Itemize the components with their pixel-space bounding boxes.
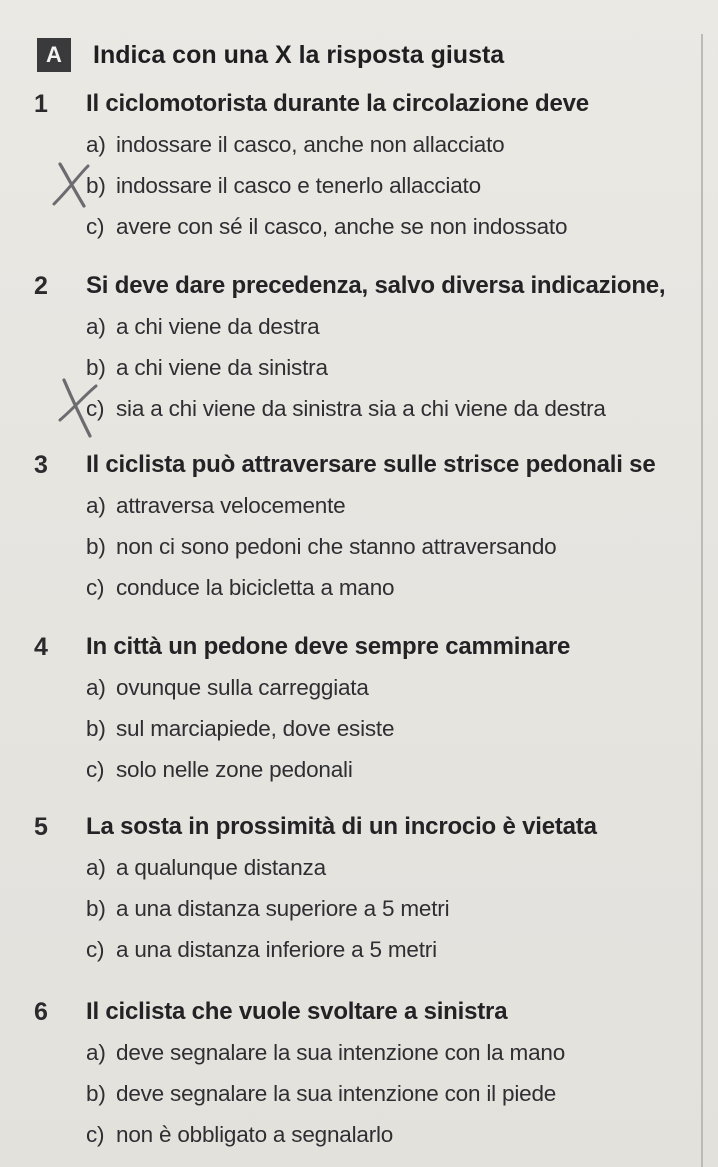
option-letter: c) — [86, 936, 105, 962]
section-badge: A — [37, 38, 71, 72]
option-text: ovunque sulla carreggiata — [116, 674, 369, 700]
option-letter: b) — [86, 1080, 106, 1106]
option-text: a qualunque distanza — [116, 854, 326, 880]
question-number: 2 — [34, 271, 48, 300]
question-text: La sosta in prossimità di un incrocio è vietata — [86, 813, 597, 840]
question-number: 6 — [34, 997, 48, 1026]
option-text: non è obbligato a segnalarlo — [116, 1121, 394, 1147]
question-text: Si deve dare precedenza, salvo diversa indicazione, — [86, 272, 666, 299]
option-letter: b) — [86, 715, 106, 741]
option-text: a una distanza inferiore a 5 metri — [116, 936, 437, 962]
answer-option-b[interactable] — [30, 708, 700, 749]
answer-option-c[interactable] — [30, 567, 700, 608]
answer-option-a[interactable] — [30, 124, 700, 165]
question-3 — [30, 445, 700, 608]
answer-option-c[interactable] — [30, 1114, 700, 1155]
option-letter: a) — [86, 492, 106, 518]
question-number: 1 — [34, 89, 48, 118]
answer-option-a[interactable] — [30, 306, 700, 347]
option-text: deve segnalare la sua intenzione con la mano — [116, 1039, 566, 1065]
question-text: Il ciclista può attraversare sulle strisce pedonali se — [86, 451, 656, 478]
answer-option-c[interactable] — [30, 388, 700, 429]
option-letter: c) — [86, 395, 105, 421]
option-text: indossare il casco, anche non allacciato — [116, 131, 505, 157]
option-letter: a) — [86, 674, 106, 700]
option-text: a una distanza superiore a 5 metri — [116, 895, 450, 921]
option-text: solo nelle zone pedonali — [116, 756, 353, 782]
question-line — [30, 84, 700, 124]
answer-option-b[interactable] — [30, 888, 700, 929]
question-line — [30, 445, 700, 485]
question-2 — [30, 266, 700, 429]
option-text: deve segnalare la sua intenzione con il piede — [116, 1080, 557, 1106]
question-line — [30, 807, 700, 847]
option-text: sia a chi viene da sinistra sia a chi viene da destra — [116, 395, 606, 421]
option-text: conduce la bicicletta a mano — [116, 574, 395, 600]
option-text: attraversa velocemente — [116, 492, 346, 518]
option-letter: c) — [86, 213, 105, 239]
option-text: indossare il casco e tenerlo allacciato — [116, 172, 481, 198]
option-text: sul marciapiede, dove esiste — [116, 715, 395, 741]
option-letter: a) — [86, 854, 106, 880]
option-letter: c) — [86, 756, 105, 782]
question-text: Il ciclomotorista durante la circolazione deve — [86, 90, 589, 117]
option-letter: c) — [86, 1121, 105, 1147]
option-letter: b) — [86, 533, 106, 559]
option-text: a chi viene da destra — [116, 313, 320, 339]
option-letter: b) — [86, 895, 106, 921]
option-text: non ci sono pedoni che stanno attraversando — [116, 533, 557, 559]
question-text: Il ciclista che vuole svoltare a sinistra — [86, 998, 508, 1025]
question-line — [30, 992, 700, 1032]
question-number: 3 — [34, 450, 48, 479]
question-1 — [30, 84, 700, 247]
answer-option-b[interactable] — [30, 526, 700, 567]
question-line — [30, 627, 700, 667]
answer-option-b[interactable] — [30, 347, 700, 388]
option-letter: c) — [86, 574, 105, 600]
answer-option-c[interactable] — [30, 929, 700, 970]
option-letter: b) — [86, 354, 106, 380]
answer-option-a[interactable] — [30, 1032, 700, 1073]
option-letter: a) — [86, 131, 106, 157]
section-header — [37, 38, 504, 72]
question-line — [30, 266, 700, 306]
answer-option-b[interactable] — [30, 165, 700, 206]
answer-option-a[interactable] — [30, 847, 700, 888]
question-5 — [30, 807, 700, 970]
question-number: 4 — [34, 632, 48, 661]
question-6 — [30, 992, 700, 1155]
question-4 — [30, 627, 700, 790]
margin-rule — [701, 34, 703, 1167]
question-text: In città un pedone deve sempre camminare — [86, 633, 571, 660]
answer-option-c[interactable] — [30, 206, 700, 247]
option-text: avere con sé il casco, anche se non indossato — [116, 213, 568, 239]
answer-option-b[interactable] — [30, 1073, 700, 1114]
question-number: 5 — [34, 812, 48, 841]
answer-option-c[interactable] — [30, 749, 700, 790]
answer-option-a[interactable] — [30, 485, 700, 526]
option-letter: a) — [86, 1039, 106, 1065]
answer-option-a[interactable] — [30, 667, 700, 708]
option-letter: a) — [86, 313, 106, 339]
option-text: a chi viene da sinistra — [116, 354, 328, 380]
section-title: Indica con una X la risposta giusta — [93, 40, 505, 69]
option-letter: b) — [86, 172, 106, 198]
